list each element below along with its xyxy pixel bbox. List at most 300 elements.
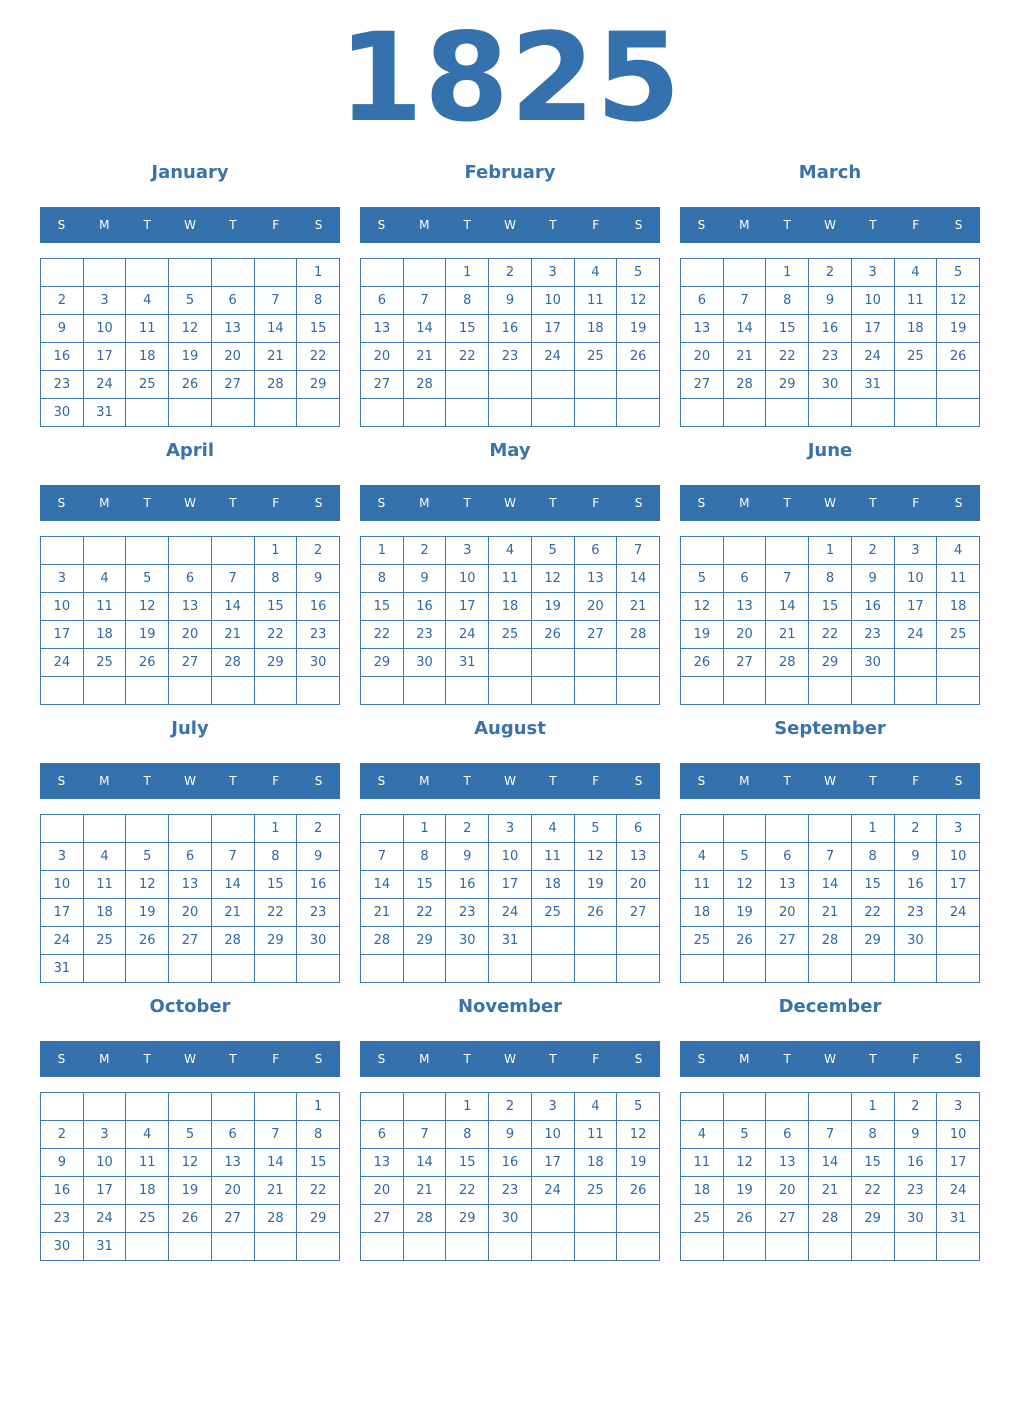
week-row (361, 593, 660, 621)
day-cell: 12 (126, 871, 169, 899)
week-row (681, 287, 980, 315)
day-cell: 28 (809, 927, 852, 955)
day-cell: 18 (531, 871, 574, 899)
day-cell (574, 677, 617, 705)
day-cell: 12 (617, 287, 660, 315)
weekday-label: S (57, 1052, 66, 1066)
weekday-label: W (504, 496, 516, 510)
day-cell: 1 (766, 259, 809, 287)
month-name: February (464, 162, 556, 183)
month-may (360, 436, 660, 706)
weekday-label: S (314, 1052, 323, 1066)
day-cell: 7 (809, 1121, 852, 1149)
day-cell: 21 (403, 343, 446, 371)
day-cell: 3 (894, 537, 937, 565)
day-cell: 19 (681, 621, 724, 649)
day-cell: 12 (169, 315, 212, 343)
day-cell (937, 399, 980, 427)
day-cell (723, 815, 766, 843)
day-cell: 4 (489, 537, 532, 565)
day-cell: 9 (403, 565, 446, 593)
weekday-label: T (143, 496, 151, 510)
day-cell: 7 (403, 287, 446, 315)
weekday-label: T (549, 774, 557, 788)
day-cell (937, 955, 980, 983)
day-cell: 3 (937, 815, 980, 843)
week-row (361, 815, 660, 843)
weekday-label: S (314, 496, 323, 510)
day-cell: 2 (41, 1121, 84, 1149)
day-cell: 8 (254, 565, 297, 593)
day-cell (574, 955, 617, 983)
day-cell (297, 399, 340, 427)
day-cell: 9 (41, 315, 84, 343)
day-cell: 18 (489, 593, 532, 621)
week-row (681, 927, 980, 955)
day-cell: 30 (851, 649, 894, 677)
day-cell: 26 (169, 1205, 212, 1233)
day-cell (41, 1093, 84, 1121)
day-cell: 30 (297, 649, 340, 677)
day-cell: 7 (254, 1121, 297, 1149)
day-cell: 17 (937, 1149, 980, 1177)
day-cell (169, 1233, 212, 1261)
day-cell (489, 955, 532, 983)
weekday-label: S (634, 496, 643, 510)
week-row (41, 899, 340, 927)
day-cell: 10 (83, 1149, 126, 1177)
day-cell: 6 (361, 1121, 404, 1149)
weekday-label: S (314, 774, 323, 788)
day-cell: 24 (446, 621, 489, 649)
month-april (40, 436, 340, 706)
day-cell: 2 (297, 537, 340, 565)
day-cell: 31 (41, 955, 84, 983)
day-cell: 27 (723, 649, 766, 677)
day-cell: 23 (41, 1205, 84, 1233)
day-cell (403, 955, 446, 983)
day-cell: 11 (894, 287, 937, 315)
day-cell: 27 (766, 927, 809, 955)
day-cell: 29 (851, 927, 894, 955)
day-cell (361, 677, 404, 705)
day-cell: 5 (617, 259, 660, 287)
day-cell: 22 (851, 899, 894, 927)
week-row (41, 315, 340, 343)
day-cell: 15 (297, 1149, 340, 1177)
day-cell: 21 (254, 343, 297, 371)
day-cell (83, 1093, 126, 1121)
day-cell (41, 259, 84, 287)
day-cell (894, 677, 937, 705)
month-june (680, 436, 980, 706)
day-cell (681, 1093, 724, 1121)
week-row (361, 565, 660, 593)
weekday-label: W (824, 218, 836, 232)
day-cell (723, 259, 766, 287)
weekday-label: T (463, 1052, 471, 1066)
day-cell: 17 (851, 315, 894, 343)
day-cell (211, 955, 254, 983)
day-cell: 30 (894, 1205, 937, 1233)
week-row (41, 399, 340, 427)
weekday-label: F (912, 496, 920, 510)
day-cell: 6 (211, 1121, 254, 1149)
day-cell: 4 (126, 1121, 169, 1149)
month-name: November (457, 996, 563, 1017)
week-row (41, 1205, 340, 1233)
weekday-label: S (377, 1052, 386, 1066)
day-cell (126, 399, 169, 427)
week-row (681, 1205, 980, 1233)
day-cell: 17 (937, 871, 980, 899)
day-cell: 20 (574, 593, 617, 621)
day-cell: 6 (617, 815, 660, 843)
day-cell: 10 (531, 1121, 574, 1149)
day-cell (681, 399, 724, 427)
day-cell: 6 (211, 287, 254, 315)
month-name: October (149, 996, 231, 1017)
day-cell (723, 677, 766, 705)
day-cell (723, 399, 766, 427)
day-cell: 24 (937, 1177, 980, 1205)
day-cell: 30 (41, 399, 84, 427)
day-cell: 23 (446, 899, 489, 927)
day-cell: 13 (766, 1149, 809, 1177)
month-name: December (778, 996, 882, 1017)
weekday-label: F (272, 496, 280, 510)
week-row (361, 1093, 660, 1121)
day-cell (723, 537, 766, 565)
day-cell: 19 (531, 593, 574, 621)
day-cell: 7 (617, 537, 660, 565)
day-cell: 5 (723, 1121, 766, 1149)
weekday-label: S (954, 218, 963, 232)
day-cell: 2 (446, 815, 489, 843)
day-cell: 28 (211, 649, 254, 677)
day-cell: 8 (361, 565, 404, 593)
day-cell: 27 (211, 371, 254, 399)
day-cell: 3 (489, 815, 532, 843)
day-cell: 22 (446, 343, 489, 371)
day-cell: 31 (937, 1205, 980, 1233)
day-cell: 3 (83, 1121, 126, 1149)
weekday-header (680, 485, 980, 521)
day-cell: 14 (211, 593, 254, 621)
month-name: January (151, 162, 229, 183)
day-cell: 19 (723, 899, 766, 927)
weekday-label: T (549, 1052, 557, 1066)
day-cell (41, 815, 84, 843)
day-cell: 22 (254, 621, 297, 649)
day-cell (489, 399, 532, 427)
day-cell: 5 (531, 537, 574, 565)
day-cell (126, 677, 169, 705)
day-cell: 30 (489, 1205, 532, 1233)
day-cell: 8 (809, 565, 852, 593)
day-cell (83, 815, 126, 843)
year-title: 1825 (338, 7, 682, 149)
day-cell (297, 677, 340, 705)
day-cell: 14 (766, 593, 809, 621)
day-cell: 15 (254, 871, 297, 899)
day-cell: 21 (617, 593, 660, 621)
day-cell: 26 (681, 649, 724, 677)
weekday-label: T (869, 496, 877, 510)
day-cell: 18 (574, 315, 617, 343)
weekday-label: T (229, 218, 237, 232)
day-cell: 7 (211, 843, 254, 871)
day-cell: 16 (894, 871, 937, 899)
day-grid (40, 536, 340, 705)
day-cell: 6 (574, 537, 617, 565)
day-cell: 27 (361, 371, 404, 399)
day-cell: 12 (617, 1121, 660, 1149)
day-cell: 5 (574, 815, 617, 843)
weekday-label: M (739, 218, 750, 232)
week-row (41, 287, 340, 315)
day-cell: 28 (361, 927, 404, 955)
day-cell: 20 (723, 621, 766, 649)
weekday-label: M (739, 496, 750, 510)
day-cell (169, 259, 212, 287)
day-cell: 22 (809, 621, 852, 649)
day-cell: 26 (617, 343, 660, 371)
day-cell (617, 927, 660, 955)
day-cell (766, 677, 809, 705)
day-cell: 17 (446, 593, 489, 621)
day-cell (766, 815, 809, 843)
weekday-label: S (954, 774, 963, 788)
day-cell: 1 (361, 537, 404, 565)
day-cell (531, 649, 574, 677)
day-cell: 22 (851, 1177, 894, 1205)
weekday-label: S (314, 218, 323, 232)
day-cell (169, 955, 212, 983)
day-cell: 23 (297, 899, 340, 927)
day-cell: 1 (851, 1093, 894, 1121)
day-cell: 8 (446, 1121, 489, 1149)
day-cell: 14 (254, 1149, 297, 1177)
day-cell: 10 (41, 871, 84, 899)
weekday-label: M (419, 218, 430, 232)
day-cell: 20 (681, 343, 724, 371)
day-cell: 12 (681, 593, 724, 621)
day-cell (83, 677, 126, 705)
week-row (681, 315, 980, 343)
week-row (361, 1149, 660, 1177)
day-cell: 11 (489, 565, 532, 593)
day-cell (574, 399, 617, 427)
month-october (40, 992, 340, 1262)
day-cell: 3 (531, 1093, 574, 1121)
weekday-label: M (99, 774, 110, 788)
day-cell (361, 815, 404, 843)
day-cell: 22 (403, 899, 446, 927)
day-cell: 28 (766, 649, 809, 677)
day-cell: 14 (403, 1149, 446, 1177)
day-cell: 9 (809, 287, 852, 315)
day-grid (40, 1092, 340, 1261)
day-cell (574, 1233, 617, 1261)
day-cell (617, 677, 660, 705)
weekday-label: F (272, 218, 280, 232)
day-cell: 2 (489, 259, 532, 287)
weekday-label: T (229, 1052, 237, 1066)
day-cell (169, 677, 212, 705)
day-cell: 5 (126, 565, 169, 593)
day-cell (681, 955, 724, 983)
day-grid (40, 258, 340, 427)
weekday-label: F (272, 774, 280, 788)
day-cell: 29 (766, 371, 809, 399)
day-cell: 16 (489, 315, 532, 343)
weekday-label: T (783, 774, 791, 788)
day-cell: 15 (851, 1149, 894, 1177)
day-cell (723, 1093, 766, 1121)
day-cell: 2 (809, 259, 852, 287)
day-cell: 29 (403, 927, 446, 955)
day-cell (403, 677, 446, 705)
day-cell: 20 (169, 621, 212, 649)
week-row (361, 1205, 660, 1233)
day-grid (680, 814, 980, 983)
day-cell: 1 (446, 259, 489, 287)
day-cell (531, 927, 574, 955)
day-cell: 1 (254, 815, 297, 843)
day-cell: 10 (41, 593, 84, 621)
day-cell: 10 (937, 843, 980, 871)
day-cell: 20 (617, 871, 660, 899)
day-cell (723, 1233, 766, 1261)
week-row (41, 1177, 340, 1205)
day-cell: 29 (297, 371, 340, 399)
day-grid (680, 258, 980, 427)
day-cell: 10 (531, 287, 574, 315)
day-cell (446, 677, 489, 705)
month-name: July (171, 718, 209, 739)
day-cell: 21 (211, 899, 254, 927)
week-row (41, 871, 340, 899)
day-cell: 18 (894, 315, 937, 343)
day-cell: 9 (894, 1121, 937, 1149)
day-cell: 9 (41, 1149, 84, 1177)
week-row (361, 843, 660, 871)
day-cell (361, 955, 404, 983)
week-row (41, 1149, 340, 1177)
day-cell: 24 (41, 927, 84, 955)
day-cell (809, 399, 852, 427)
day-cell: 19 (126, 899, 169, 927)
day-cell: 20 (361, 343, 404, 371)
day-cell: 16 (894, 1149, 937, 1177)
month-december (680, 992, 980, 1262)
day-cell: 14 (809, 1149, 852, 1177)
day-cell: 28 (254, 1205, 297, 1233)
week-row (681, 259, 980, 287)
weekday-header (360, 1041, 660, 1077)
week-row (681, 565, 980, 593)
day-cell: 28 (403, 371, 446, 399)
day-cell (766, 1093, 809, 1121)
day-cell: 16 (403, 593, 446, 621)
day-cell: 27 (211, 1205, 254, 1233)
day-cell: 13 (617, 843, 660, 871)
week-row (361, 371, 660, 399)
day-cell: 26 (126, 927, 169, 955)
week-row (361, 1121, 660, 1149)
day-cell (211, 677, 254, 705)
weekday-label: W (504, 218, 516, 232)
day-cell (937, 649, 980, 677)
day-cell: 3 (531, 259, 574, 287)
day-cell: 21 (361, 899, 404, 927)
weekday-label: T (869, 1052, 877, 1066)
day-cell: 11 (83, 871, 126, 899)
day-cell: 15 (361, 593, 404, 621)
day-cell (894, 371, 937, 399)
week-row (681, 871, 980, 899)
day-cell (681, 1233, 724, 1261)
day-cell: 3 (41, 843, 84, 871)
weekday-label: W (184, 218, 196, 232)
day-cell: 21 (254, 1177, 297, 1205)
day-cell: 8 (254, 843, 297, 871)
day-cell (617, 371, 660, 399)
day-grid (40, 814, 340, 983)
day-cell (169, 815, 212, 843)
day-cell (41, 537, 84, 565)
day-cell: 12 (937, 287, 980, 315)
weekday-label: T (143, 218, 151, 232)
day-cell: 2 (489, 1093, 532, 1121)
week-row (361, 649, 660, 677)
week-row (361, 927, 660, 955)
week-row (41, 371, 340, 399)
day-cell: 9 (894, 843, 937, 871)
day-cell (361, 259, 404, 287)
day-cell: 4 (574, 259, 617, 287)
day-cell: 19 (617, 315, 660, 343)
weekday-label: S (697, 774, 706, 788)
day-cell: 28 (723, 371, 766, 399)
day-cell: 24 (894, 621, 937, 649)
day-cell: 24 (489, 899, 532, 927)
day-cell: 10 (894, 565, 937, 593)
day-cell: 2 (403, 537, 446, 565)
day-cell: 14 (723, 315, 766, 343)
day-cell: 20 (211, 343, 254, 371)
day-cell: 23 (894, 899, 937, 927)
day-cell: 4 (681, 1121, 724, 1149)
day-cell (617, 1233, 660, 1261)
day-cell (169, 399, 212, 427)
week-row (681, 1149, 980, 1177)
day-cell: 13 (169, 871, 212, 899)
weekday-label: T (463, 774, 471, 788)
weekday-header (360, 763, 660, 799)
day-cell: 2 (851, 537, 894, 565)
day-cell (83, 955, 126, 983)
weekday-label: M (99, 496, 110, 510)
week-row (361, 315, 660, 343)
week-row (681, 1121, 980, 1149)
day-cell: 4 (681, 843, 724, 871)
day-cell: 4 (83, 843, 126, 871)
week-row (361, 955, 660, 983)
day-cell (574, 927, 617, 955)
day-cell: 16 (809, 315, 852, 343)
